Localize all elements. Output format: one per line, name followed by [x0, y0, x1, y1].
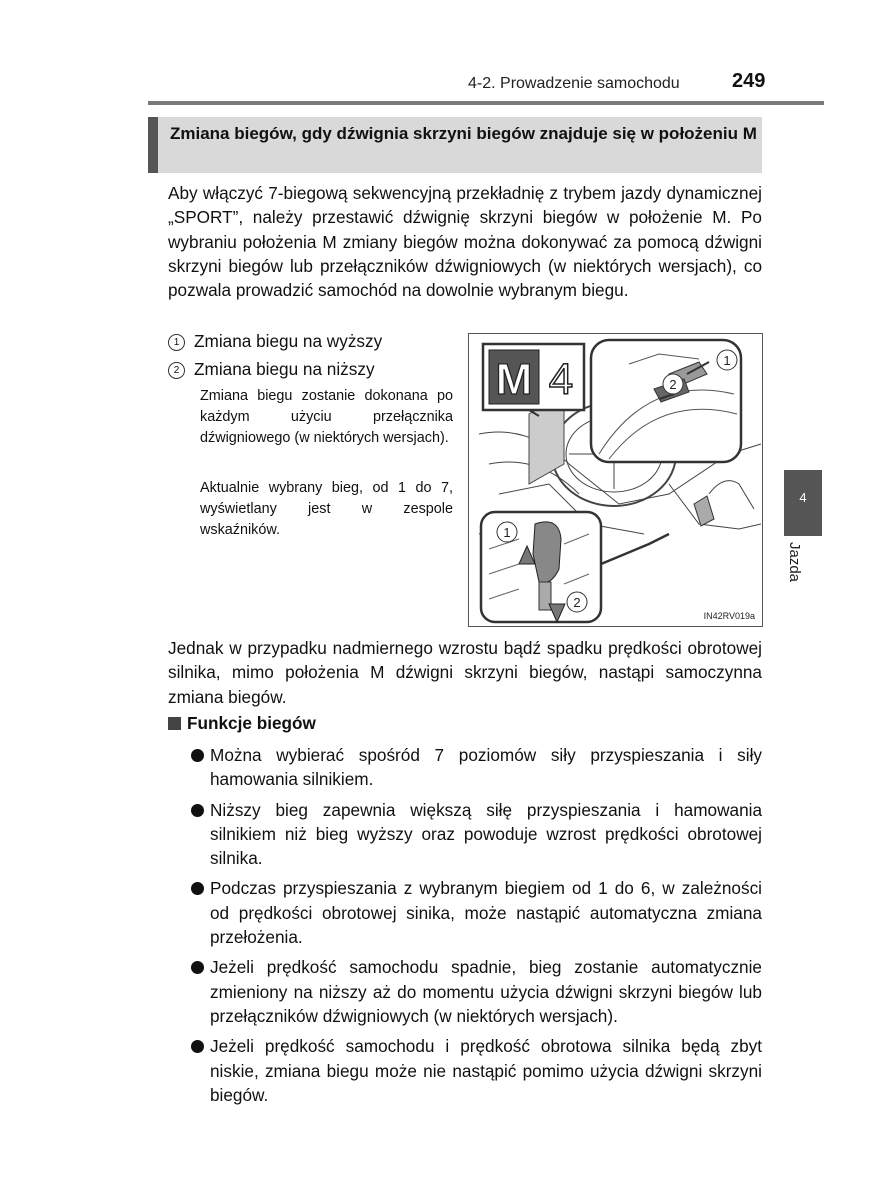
figure-code: IN42RV019a	[703, 611, 755, 621]
note-text: Aktualnie wybrany bieg, od 1 do 7, wyświetlany jest w zespole wskaźników.	[200, 480, 453, 538]
mode-letter: M	[495, 355, 533, 404]
bullet-dot-icon	[191, 749, 204, 762]
chapter-number: 4	[799, 490, 807, 505]
section-heading-bar	[148, 117, 762, 173]
circled-number-marker: 1	[168, 334, 185, 351]
callout-2: 2	[669, 377, 677, 392]
list-item-text: Jeżeli prędkość samochodu i prędkość obrotowa silnika będą zbyt niskie, zmiana biegu może nie nastąpić pomimo użycia dźwigni skrzyni biegów.	[210, 1036, 762, 1105]
bullet-dot-icon	[191, 1040, 204, 1053]
page-number: 249	[732, 70, 766, 92]
numbered-item-1	[168, 329, 382, 353]
illustration-drawing	[469, 334, 762, 626]
circled-number-marker: 2	[168, 362, 185, 379]
gear-number: 4	[548, 355, 574, 404]
list-item	[190, 798, 762, 871]
numbered-item-2	[168, 357, 375, 381]
callout-2-lower: 2	[573, 595, 581, 610]
bullet-dot-icon	[191, 804, 204, 817]
numbered-item-text: Zmiana biegu na wyższy	[194, 331, 383, 351]
section-title: Zmiana biegów, gdy dźwignia skrzyni biegów znajduje się w położeniu M	[170, 124, 757, 143]
callout-1: 1	[723, 353, 731, 368]
chapter-tab	[784, 470, 822, 536]
list-item	[190, 955, 762, 1028]
second-paragraph: Jednak w przypadku nadmiernego wzrostu bądź spadku prędkości obrotowej silnika, mimo położenia M dźwigni skrzyni biegów, nastąpi samoczynna zmiana biegów.	[168, 638, 762, 707]
gear-shift-illustration	[468, 333, 763, 627]
subsection-heading	[168, 711, 316, 735]
chapter-label-text: Jazda	[786, 542, 803, 583]
list-item-text: Podczas przyspieszania z wybranym biegiem od 1 do 6, w zależności od prędkości obrotowej sinika, może nastąpić automatyczna zmiana przełożenia.	[210, 878, 762, 948]
intro-paragraph: Aby włączyć 7-biegową sekwencyjną przekładnię z trybem jazdy dynamicznej „SPORT”, należy przestawić dźwignię skrzyni biegów w położenie M. Po wybraniu położenia M zmiany biegów można dokonywać za pomocą dźwigni skrzyni biegów lub przełączników dźwigniowych (w niektórych wersjach), co pozwala prowadzić samochód na dowolnie wybranym biegu.	[168, 183, 762, 301]
bullet-dot-icon	[191, 961, 204, 974]
header-rule	[148, 101, 824, 105]
list-item	[190, 1034, 762, 1107]
list-item	[190, 876, 762, 949]
bullet-dot-icon	[191, 882, 204, 895]
square-bullet-icon	[168, 717, 181, 730]
chapter-label	[786, 540, 820, 610]
callout-1-lower: 1	[503, 525, 511, 540]
bullet-list	[190, 743, 762, 1113]
numbered-item-text: Zmiana biegu na niższy	[194, 359, 375, 379]
subsection-title: Funkcje biegów	[187, 713, 316, 733]
list-item-text: Można wybierać spośród 7 poziomów siły przyspieszania i siły hamowania silnikiem.	[210, 745, 762, 790]
note-text: Zmiana biegu zostanie dokonana po każdym użyciu przełącznika dźwigniowego (w niektórych wersjach).	[200, 388, 453, 446]
list-item-text: Niższy bieg zapewnia większą siłę przyspieszania i hamowania silnikiem niż bieg wyższy oraz powoduje wzrost prędkości obrotowej silnika.	[210, 799, 762, 869]
list-item-text: Jeżeli prędkość samochodu spadnie, bieg zostanie automatycznie zmieniony na niższy aż do momentu użycia dźwigni skrzyni biegów lub przełączników dźwigniowych (w niektórych wersjach).	[210, 957, 762, 1026]
list-item	[190, 743, 762, 792]
header-section-title: 4-2. Prowadzenie samochodu	[468, 75, 680, 92]
